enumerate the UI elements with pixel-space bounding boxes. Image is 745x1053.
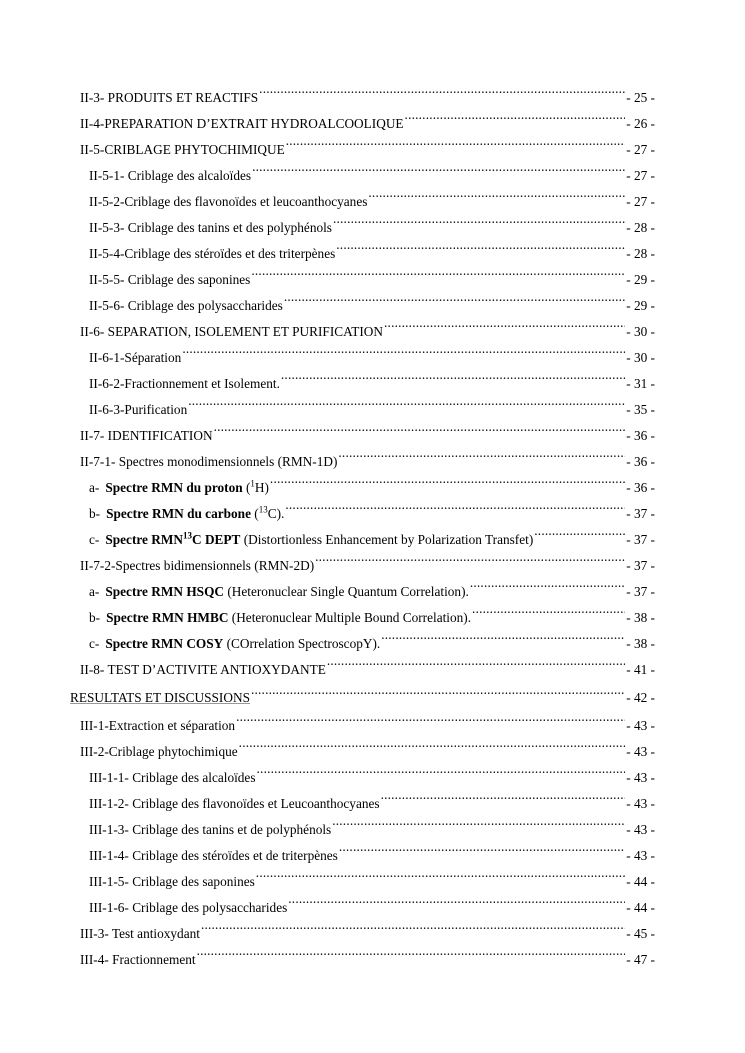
toc-dot-leader [259,76,625,102]
toc-entry-text: III-1-4- Criblage des stéroïdes et de triterpènes [89,848,338,863]
toc-entry[interactable] [0,362,745,391]
toc-entry-prefix: b- [89,610,101,625]
toc-entry-text: (COrrelation SpectroscopY). [223,636,381,651]
toc-page-number: - 42 - [626,690,655,705]
toc-entry[interactable] [0,622,745,651]
toc-entry-text: II-8- TEST D’ACTIVITE ANTIOXYDANTE [80,662,326,677]
toc-entry[interactable] [0,154,745,183]
toc-dot-leader [472,596,625,622]
toc-page-number: - 38 - [626,610,655,625]
toc-entry-text: II-5-5- Criblage des saponines [89,272,251,287]
toc-entry-bold-text: Spectre RMN COSY [105,636,224,651]
toc-entry[interactable] [0,76,745,105]
toc-dot-leader [252,154,625,180]
toc-entry[interactable] [0,180,745,209]
toc-entry-text: II-4-PREPARATION D’EXTRAIT HYDROALCOOLIQUE [80,116,404,131]
toc-entry-text: ( [250,506,259,521]
toc-entry[interactable] [0,756,745,785]
toc-page-number: - 41 - [626,662,655,677]
toc-entry[interactable] [0,860,745,889]
toc-entry[interactable] [0,782,745,811]
toc-dot-leader [239,730,626,756]
toc-page-number: - 28 - [626,246,655,261]
toc-entry-label [80,947,196,973]
toc-entry[interactable] [0,440,745,469]
toc-entry[interactable] [0,938,745,967]
toc-entry[interactable] [0,596,745,625]
toc-entry-text: II-5-CRIBLAGE PHYTOCHIMIQUE [80,142,285,157]
toc-dot-leader [257,756,626,782]
toc-entry-text: II-7-1- Spectres monodimensionnels (RMN-1D) [80,454,338,469]
toc-entry-text: III-1-3- Criblage des tanins et de polyphénols [89,822,332,837]
toc-entry[interactable] [0,570,745,599]
toc-page-number: - 36 - [626,454,655,469]
toc-page-number: - 44 - [626,874,655,889]
toc-entry-text: II-5-6- Criblage des polysaccharides [89,298,283,313]
toc-entry[interactable] [0,206,745,235]
toc-dot-leader [315,544,625,570]
toc-entry-text: C). [267,506,285,521]
toc-dot-leader [288,886,625,912]
toc-entry-text: (Heteronuclear Multiple Bound Correlation). [228,610,472,625]
toc-entry-text: III-2-Criblage phytochimique [80,744,238,759]
toc-dot-leader [256,860,625,886]
toc-entry[interactable] [0,544,745,573]
toc-page-number: - 37 - [626,558,655,573]
toc-page-number: - 27 - [626,168,655,183]
toc-page-number: - 29 - [626,298,655,313]
toc-page-number: - 25 - [626,90,655,105]
toc-dot-leader [285,492,625,518]
toc-entry-text: III-3- Test antioxydant [80,926,200,941]
toc-page-number: - 29 - [626,272,655,287]
toc-entry-text: II-6-2-Fractionnement et Isolement. [89,376,280,391]
toc-dot-leader [251,676,625,702]
toc-dot-leader [284,284,625,310]
toc-entry[interactable] [0,648,745,677]
toc-dot-leader [534,518,625,544]
toc-page-number: - 27 - [626,194,655,209]
toc-page-number: - 43 - [626,744,655,759]
toc-dot-leader [214,414,626,440]
toc-entry-text: III-1-6- Criblage des polysaccharides [89,900,288,915]
toc-entry-text: III-1-2- Criblage des flavonoïdes et Leucoanthocyanes [89,796,380,811]
toc-entry-prefix: b- [89,506,101,521]
toc-entry[interactable] [0,128,745,157]
toc-entry[interactable] [0,492,745,521]
toc-entry-text: II-3- PRODUITS ET REACTIFS [80,90,259,105]
toc-page-number: - 43 - [626,718,655,733]
toc-page-number: - 43 - [626,848,655,863]
toc-dot-leader [339,834,625,860]
toc-entry[interactable] [0,414,745,443]
toc-entry-text: II-5-2-Criblage des flavonoïdes et leucoanthocyanes [89,194,368,209]
toc-entry-bold-text: Spectre RMN [105,532,184,547]
toc-page-number: - 31 - [626,376,655,391]
toc-page-number: - 37 - [626,584,655,599]
toc-entry[interactable] [0,730,745,759]
toc-entry-prefix: a- [89,584,100,599]
toc-entry-text: III-1-1- Criblage des alcaloïdes [89,770,256,785]
toc-page-number: - 43 - [626,770,655,785]
toc-page-number: - 37 - [626,532,655,547]
toc-entry[interactable] [0,518,745,547]
toc-entry-text: H) [254,480,269,495]
toc-entry[interactable] [0,232,745,261]
toc-entry-text: III-4- Fractionnement [80,952,196,967]
toc-page-number: - 35 - [626,402,655,417]
toc-entry-bold-text: Spectre RMN HMBC [106,610,229,625]
toc-dot-leader [368,180,625,206]
toc-dot-leader [470,570,625,596]
toc-entry[interactable] [0,388,745,417]
toc-entry-superscript: 13 [183,530,193,541]
toc-entry-text: (Heteronuclear Single Quantum Correlation). [224,584,469,599]
toc-entry-prefix: c- [89,636,100,651]
toc-dot-leader [197,938,626,964]
toc-entry[interactable] [0,258,745,287]
toc-entry-prefix: a- [89,480,100,495]
toc-entry-text: II-5-3- Criblage des tanins et des polyphénols [89,220,332,235]
toc-entry-bold-text: Spectre RMN du carbone [106,506,251,521]
toc-dot-leader [236,704,625,730]
toc-section-heading[interactable] [0,676,745,704]
toc-entry[interactable] [0,336,745,365]
toc-entry-text: III-1-5- Criblage des saponines [89,874,255,889]
toc-page-number: - 27 - [626,142,655,157]
toc-dot-leader [281,362,625,388]
table-of-contents [0,76,745,967]
toc-page-number: - 30 - [626,350,655,365]
toc-entry[interactable] [0,284,745,313]
toc-dot-leader [332,808,625,834]
toc-entry[interactable] [0,310,745,339]
toc-page-number: - 26 - [626,116,655,131]
toc-entry-superscript: 13 [258,504,268,515]
toc-entry-text: III-1-Extraction et séparation [80,718,236,733]
toc-page-number: - 28 - [626,220,655,235]
toc-page-number: - 45 - [626,926,655,941]
toc-page-number: - 43 - [626,796,655,811]
toc-dot-leader [286,128,625,154]
toc-entry-bold-text: Spectre RMN HSQC [105,584,225,599]
toc-dot-leader [338,440,625,466]
toc-page-number: - 37 - [626,506,655,521]
toc-page-number: - 44 - [626,900,655,915]
toc-page-number: - 30 - [626,324,655,339]
toc-page-number: - 36 - [626,480,655,495]
toc-entry-text: (Distortionless Enhancement by Polarization Transfet) [240,532,534,547]
toc-dot-leader [333,206,625,232]
toc-dot-leader [270,466,625,492]
toc-entry-prefix: c- [89,532,100,547]
toc-dot-leader [405,102,626,128]
toc-entry[interactable] [0,834,745,863]
toc-entry-superscript: 1 [250,478,255,489]
toc-dot-leader [381,622,625,648]
toc-dot-leader [384,310,625,336]
toc-page-number: - 38 - [626,636,655,651]
toc-entry-text: II-6-1-Séparation [89,350,182,365]
toc-entry-text: II-6- SEPARATION, ISOLEMENT ET PURIFICATION [80,324,384,339]
toc-dot-leader [336,232,625,258]
toc-entry-text: II-6-3-Purification [89,402,188,417]
toc-entry[interactable] [0,704,745,733]
toc-entry[interactable] [0,466,745,495]
toc-entry[interactable] [0,808,745,837]
toc-entry[interactable] [0,886,745,915]
toc-entry-text: II-5-1- Criblage des alcaloïdes [89,168,252,183]
toc-dot-leader [251,258,625,284]
toc-entry[interactable] [0,102,745,131]
toc-dot-leader [201,912,625,938]
toc-entry-text: II-7- IDENTIFICATION [80,428,213,443]
toc-entry-text: ( [242,480,251,495]
toc-entry-text: II-5-4-Criblage des stéroïdes et des triterpènes [89,246,336,261]
toc-entry[interactable] [0,912,745,941]
toc-dot-leader [188,388,625,414]
toc-entry-bold-text: Spectre RMN du proton [105,480,243,495]
toc-entry-text: II-7-2-Spectres bidimensionnels (RMN-2D) [80,558,315,573]
toc-page-number: - 43 - [626,822,655,837]
toc-dot-leader [381,782,626,808]
toc-page-number: - 47 - [626,952,655,967]
toc-dot-leader [327,648,625,674]
toc-entry-bold-text: C DEPT [192,532,241,547]
toc-dot-leader [182,336,625,362]
toc-page-number: - 36 - [626,428,655,443]
toc-entry-text: RESULTATS ET DISCUSSIONS [70,690,250,705]
